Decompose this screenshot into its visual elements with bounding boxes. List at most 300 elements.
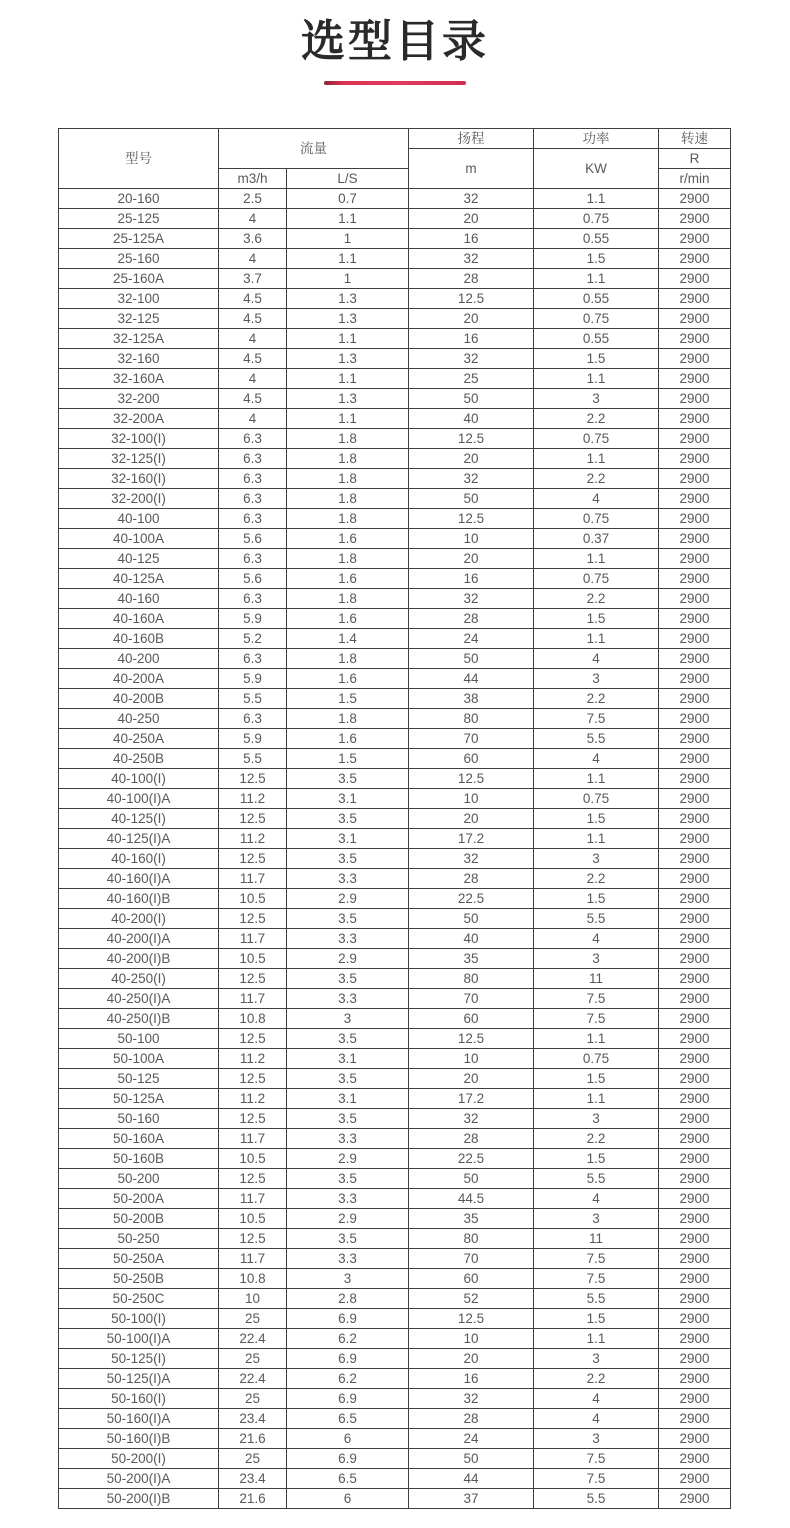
cell-flow-ls: 3.1	[287, 829, 409, 849]
cell-head-m: 20	[409, 309, 534, 329]
table-row	[59, 1169, 731, 1189]
table-row	[59, 1069, 731, 1089]
cell-flow-m3h: 6.3	[219, 449, 287, 469]
cell-model: 40-160	[59, 589, 219, 609]
header-flow-m3h: m3/h	[219, 169, 287, 189]
cell-power-kw: 3	[534, 949, 659, 969]
cell-power-kw: 1.5	[534, 1149, 659, 1169]
cell-flow-m3h: 5.9	[219, 609, 287, 629]
cell-power-kw: 2.2	[534, 469, 659, 489]
cell-model: 50-160A	[59, 1129, 219, 1149]
cell-power-kw: 3	[534, 1349, 659, 1369]
table-row	[59, 809, 731, 829]
cell-power-kw: 4	[534, 1189, 659, 1209]
cell-speed-rmin: 2900	[659, 809, 731, 829]
cell-speed-rmin: 2900	[659, 409, 731, 429]
cell-head-m: 28	[409, 269, 534, 289]
table-row	[59, 1109, 731, 1129]
table-row	[59, 849, 731, 869]
cell-power-kw: 0.75	[534, 1049, 659, 1069]
cell-head-m: 20	[409, 1069, 534, 1089]
cell-model: 50-250	[59, 1229, 219, 1249]
cell-flow-m3h: 21.6	[219, 1429, 287, 1449]
cell-head-m: 17.2	[409, 1089, 534, 1109]
cell-power-kw: 7.5	[534, 1269, 659, 1289]
cell-flow-ls: 6.9	[287, 1349, 409, 1369]
cell-model: 50-100A	[59, 1049, 219, 1069]
header-speed-rmin: r/min	[659, 169, 731, 189]
cell-head-m: 28	[409, 1129, 534, 1149]
cell-speed-rmin: 2900	[659, 569, 731, 589]
cell-flow-m3h: 11.7	[219, 869, 287, 889]
table-row	[59, 1349, 731, 1369]
cell-power-kw: 3	[534, 1109, 659, 1129]
cell-power-kw: 3	[534, 669, 659, 689]
table-row	[59, 309, 731, 329]
cell-flow-m3h: 10.5	[219, 1209, 287, 1229]
cell-head-m: 32	[409, 849, 534, 869]
cell-model: 40-100A	[59, 529, 219, 549]
cell-speed-rmin: 2900	[659, 889, 731, 909]
cell-flow-m3h: 6.3	[219, 509, 287, 529]
cell-flow-m3h: 4.5	[219, 349, 287, 369]
cell-head-m: 32	[409, 1389, 534, 1409]
cell-flow-m3h: 11.2	[219, 1089, 287, 1109]
cell-model: 40-250B	[59, 749, 219, 769]
cell-power-kw: 2.2	[534, 689, 659, 709]
cell-flow-m3h: 5.2	[219, 629, 287, 649]
cell-flow-ls: 1.8	[287, 489, 409, 509]
table-row	[59, 409, 731, 429]
table-row	[59, 1429, 731, 1449]
table-row	[59, 449, 731, 469]
cell-speed-rmin: 2900	[659, 1369, 731, 1389]
table-row	[59, 1029, 731, 1049]
cell-flow-ls: 1.4	[287, 629, 409, 649]
cell-head-m: 50	[409, 389, 534, 409]
cell-head-m: 20	[409, 809, 534, 829]
table-row	[59, 1089, 731, 1109]
cell-head-m: 44.5	[409, 1189, 534, 1209]
cell-flow-ls: 6.9	[287, 1309, 409, 1329]
table-row	[59, 1389, 731, 1409]
cell-head-m: 80	[409, 709, 534, 729]
cell-flow-m3h: 10.8	[219, 1269, 287, 1289]
cell-power-kw: 1.5	[534, 809, 659, 829]
cell-speed-rmin: 2900	[659, 229, 731, 249]
cell-model: 25-125	[59, 209, 219, 229]
cell-flow-m3h: 4	[219, 329, 287, 349]
cell-speed-rmin: 2900	[659, 509, 731, 529]
cell-speed-rmin: 2900	[659, 549, 731, 569]
cell-flow-m3h: 11.2	[219, 829, 287, 849]
cell-flow-ls: 1.1	[287, 369, 409, 389]
cell-model: 50-125A	[59, 1089, 219, 1109]
table-row	[59, 869, 731, 889]
cell-power-kw: 4	[534, 749, 659, 769]
cell-power-kw: 2.2	[534, 869, 659, 889]
cell-model: 50-200(I)B	[59, 1489, 219, 1509]
cell-flow-m3h: 5.9	[219, 729, 287, 749]
cell-flow-m3h: 6.3	[219, 469, 287, 489]
cell-flow-m3h: 10.5	[219, 949, 287, 969]
cell-speed-rmin: 2900	[659, 1229, 731, 1249]
cell-head-m: 20	[409, 549, 534, 569]
cell-model: 40-250	[59, 709, 219, 729]
cell-flow-ls: 3.1	[287, 1049, 409, 1069]
cell-flow-ls: 6.5	[287, 1469, 409, 1489]
cell-head-m: 20	[409, 1349, 534, 1369]
cell-head-m: 12.5	[409, 509, 534, 529]
cell-flow-ls: 2.9	[287, 1149, 409, 1169]
cell-flow-ls: 1.8	[287, 469, 409, 489]
cell-power-kw: 0.75	[534, 789, 659, 809]
table-row	[59, 1449, 731, 1469]
cell-model: 40-200B	[59, 689, 219, 709]
cell-flow-m3h: 11.2	[219, 1049, 287, 1069]
cell-power-kw: 0.37	[534, 529, 659, 549]
table-row	[59, 509, 731, 529]
cell-flow-ls: 1.8	[287, 549, 409, 569]
cell-flow-ls: 1.3	[287, 389, 409, 409]
cell-model: 50-200(I)	[59, 1449, 219, 1469]
header-power-unit: KW	[534, 149, 659, 189]
cell-flow-ls: 1.3	[287, 349, 409, 369]
cell-flow-ls: 6	[287, 1489, 409, 1509]
cell-model: 50-200	[59, 1169, 219, 1189]
cell-flow-ls: 3.3	[287, 1129, 409, 1149]
cell-flow-ls: 6	[287, 1429, 409, 1449]
table-row	[59, 289, 731, 309]
table-row	[59, 329, 731, 349]
cell-speed-rmin: 2900	[659, 1389, 731, 1409]
cell-model: 50-160(I)B	[59, 1429, 219, 1449]
cell-power-kw: 1.1	[534, 829, 659, 849]
cell-head-m: 24	[409, 1429, 534, 1449]
cell-flow-m3h: 5.9	[219, 669, 287, 689]
cell-head-m: 40	[409, 409, 534, 429]
cell-speed-rmin: 2900	[659, 1029, 731, 1049]
cell-flow-m3h: 10	[219, 1289, 287, 1309]
cell-flow-m3h: 10.5	[219, 889, 287, 909]
table-row	[59, 1189, 731, 1209]
cell-power-kw: 5.5	[534, 1489, 659, 1509]
cell-head-m: 37	[409, 1489, 534, 1509]
cell-power-kw: 1.1	[534, 549, 659, 569]
header-speed-r: R	[659, 149, 731, 169]
cell-head-m: 20	[409, 209, 534, 229]
table-row	[59, 429, 731, 449]
table-row	[59, 229, 731, 249]
cell-flow-m3h: 12.5	[219, 1169, 287, 1189]
table-row	[59, 769, 731, 789]
cell-model: 32-160(I)	[59, 469, 219, 489]
cell-flow-m3h: 6.3	[219, 489, 287, 509]
cell-flow-m3h: 12.5	[219, 969, 287, 989]
cell-speed-rmin: 2900	[659, 1089, 731, 1109]
cell-flow-ls: 1.8	[287, 589, 409, 609]
cell-flow-ls: 3	[287, 1269, 409, 1289]
cell-speed-rmin: 2900	[659, 969, 731, 989]
cell-speed-rmin: 2900	[659, 429, 731, 449]
cell-flow-ls: 1.3	[287, 289, 409, 309]
cell-flow-ls: 1.8	[287, 449, 409, 469]
cell-head-m: 25	[409, 369, 534, 389]
cell-speed-rmin: 2900	[659, 329, 731, 349]
cell-speed-rmin: 2900	[659, 189, 731, 209]
header-head: 扬程	[409, 129, 534, 149]
cell-flow-ls: 1.8	[287, 509, 409, 529]
cell-speed-rmin: 2900	[659, 1269, 731, 1289]
cell-head-m: 38	[409, 689, 534, 709]
cell-head-m: 80	[409, 969, 534, 989]
cell-head-m: 22.5	[409, 1149, 534, 1169]
cell-flow-m3h: 4.5	[219, 309, 287, 329]
cell-power-kw: 1.5	[534, 609, 659, 629]
cell-power-kw: 11	[534, 969, 659, 989]
cell-flow-m3h: 11.7	[219, 989, 287, 1009]
cell-speed-rmin: 2900	[659, 529, 731, 549]
cell-flow-ls: 0.7	[287, 189, 409, 209]
cell-flow-m3h: 2.5	[219, 189, 287, 209]
cell-head-m: 16	[409, 229, 534, 249]
cell-model: 40-250A	[59, 729, 219, 749]
table-row	[59, 189, 731, 209]
cell-model: 50-160(I)	[59, 1389, 219, 1409]
cell-power-kw: 3	[534, 849, 659, 869]
catalog-table-body	[59, 189, 731, 1509]
cell-power-kw: 3	[534, 1209, 659, 1229]
cell-model: 40-100	[59, 509, 219, 529]
cell-model: 50-125	[59, 1069, 219, 1089]
table-row	[59, 1369, 731, 1389]
cell-flow-m3h: 3.7	[219, 269, 287, 289]
cell-flow-ls: 3.3	[287, 929, 409, 949]
cell-flow-ls: 6.2	[287, 1369, 409, 1389]
table-row	[59, 1489, 731, 1509]
cell-speed-rmin: 2900	[659, 649, 731, 669]
cell-model: 50-200A	[59, 1189, 219, 1209]
table-row	[59, 629, 731, 649]
cell-head-m: 12.5	[409, 289, 534, 309]
cell-power-kw: 7.5	[534, 1449, 659, 1469]
cell-model: 50-160	[59, 1109, 219, 1129]
cell-head-m: 12.5	[409, 429, 534, 449]
cell-speed-rmin: 2900	[659, 849, 731, 869]
table-row	[59, 1129, 731, 1149]
cell-speed-rmin: 2900	[659, 249, 731, 269]
cell-power-kw: 7.5	[534, 1469, 659, 1489]
cell-head-m: 80	[409, 1229, 534, 1249]
cell-flow-m3h: 12.5	[219, 1069, 287, 1089]
cell-power-kw: 1.5	[534, 889, 659, 909]
cell-head-m: 50	[409, 909, 534, 929]
cell-speed-rmin: 2900	[659, 1049, 731, 1069]
cell-flow-ls: 3.3	[287, 989, 409, 1009]
cell-model: 25-160A	[59, 269, 219, 289]
cell-flow-m3h: 12.5	[219, 1109, 287, 1129]
cell-power-kw: 0.55	[534, 229, 659, 249]
cell-flow-m3h: 12.5	[219, 1029, 287, 1049]
cell-head-m: 12.5	[409, 1029, 534, 1049]
cell-head-m: 32	[409, 349, 534, 369]
cell-head-m: 24	[409, 629, 534, 649]
cell-flow-m3h: 22.4	[219, 1329, 287, 1349]
cell-power-kw: 0.55	[534, 329, 659, 349]
cell-speed-rmin: 2900	[659, 309, 731, 329]
table-row	[59, 1289, 731, 1309]
cell-flow-ls: 1.1	[287, 409, 409, 429]
table-row	[59, 889, 731, 909]
cell-model: 32-125A	[59, 329, 219, 349]
cell-power-kw: 2.2	[534, 1129, 659, 1149]
cell-flow-ls: 1.8	[287, 709, 409, 729]
cell-head-m: 70	[409, 989, 534, 1009]
cell-head-m: 32	[409, 469, 534, 489]
cell-flow-ls: 1.5	[287, 749, 409, 769]
table-row	[59, 689, 731, 709]
cell-speed-rmin: 2900	[659, 929, 731, 949]
cell-flow-m3h: 25	[219, 1309, 287, 1329]
cell-flow-ls: 2.8	[287, 1289, 409, 1309]
table-row	[59, 609, 731, 629]
page-title: 选型目录	[301, 17, 489, 66]
cell-speed-rmin: 2900	[659, 629, 731, 649]
cell-speed-rmin: 2900	[659, 1249, 731, 1269]
cell-power-kw: 1.1	[534, 1029, 659, 1049]
cell-flow-m3h: 12.5	[219, 909, 287, 929]
cell-flow-ls: 1.1	[287, 209, 409, 229]
cell-model: 40-250(I)A	[59, 989, 219, 1009]
cell-flow-ls: 3.5	[287, 909, 409, 929]
cell-model: 32-100	[59, 289, 219, 309]
cell-flow-m3h: 12.5	[219, 849, 287, 869]
cell-head-m: 50	[409, 489, 534, 509]
cell-flow-m3h: 25	[219, 1389, 287, 1409]
cell-power-kw: 4	[534, 1389, 659, 1409]
cell-flow-ls: 3.1	[287, 1089, 409, 1109]
cell-model: 50-250C	[59, 1289, 219, 1309]
cell-speed-rmin: 2900	[659, 1189, 731, 1209]
cell-head-m: 20	[409, 449, 534, 469]
cell-model: 40-100(I)A	[59, 789, 219, 809]
table-row	[59, 589, 731, 609]
cell-flow-ls: 3.3	[287, 869, 409, 889]
cell-flow-ls: 6.9	[287, 1389, 409, 1409]
cell-flow-ls: 1.3	[287, 309, 409, 329]
cell-model: 32-125	[59, 309, 219, 329]
table-row	[59, 569, 731, 589]
cell-flow-m3h: 4	[219, 369, 287, 389]
cell-head-m: 40	[409, 929, 534, 949]
table-row	[59, 909, 731, 929]
cell-flow-m3h: 6.3	[219, 429, 287, 449]
cell-flow-ls: 3.5	[287, 1229, 409, 1249]
cell-head-m: 16	[409, 1369, 534, 1389]
cell-power-kw: 0.55	[534, 289, 659, 309]
cell-flow-m3h: 10.8	[219, 1009, 287, 1029]
table-row	[59, 789, 731, 809]
cell-power-kw: 0.75	[534, 429, 659, 449]
cell-speed-rmin: 2900	[659, 749, 731, 769]
cell-power-kw: 4	[534, 1409, 659, 1429]
cell-flow-m3h: 5.5	[219, 689, 287, 709]
cell-flow-m3h: 11.7	[219, 1129, 287, 1149]
cell-power-kw: 0.75	[534, 509, 659, 529]
cell-speed-rmin: 2900	[659, 1169, 731, 1189]
cell-model: 32-200(I)	[59, 489, 219, 509]
table-row	[59, 709, 731, 729]
cell-flow-ls: 3.5	[287, 969, 409, 989]
cell-model: 50-100(I)A	[59, 1329, 219, 1349]
cell-flow-ls: 1.6	[287, 669, 409, 689]
cell-power-kw: 1.1	[534, 449, 659, 469]
cell-model: 40-200(I)B	[59, 949, 219, 969]
cell-flow-ls: 3.3	[287, 1249, 409, 1269]
cell-model: 32-200A	[59, 409, 219, 429]
cell-model: 40-160(I)A	[59, 869, 219, 889]
cell-speed-rmin: 2900	[659, 1009, 731, 1029]
cell-head-m: 10	[409, 1049, 534, 1069]
cell-model: 40-250(I)	[59, 969, 219, 989]
table-row	[59, 929, 731, 949]
cell-flow-ls: 1.1	[287, 249, 409, 269]
cell-speed-rmin: 2900	[659, 289, 731, 309]
cell-flow-ls: 1	[287, 269, 409, 289]
cell-flow-ls: 3	[287, 1009, 409, 1029]
cell-speed-rmin: 2900	[659, 1349, 731, 1369]
cell-head-m: 12.5	[409, 1309, 534, 1329]
cell-flow-m3h: 10.5	[219, 1149, 287, 1169]
cell-flow-ls: 3.5	[287, 809, 409, 829]
cell-model: 32-200	[59, 389, 219, 409]
cell-flow-ls: 3.5	[287, 1169, 409, 1189]
table-row	[59, 649, 731, 669]
cell-model: 40-200(I)	[59, 909, 219, 929]
cell-model: 40-125A	[59, 569, 219, 589]
cell-head-m: 70	[409, 1249, 534, 1269]
cell-model: 50-125(I)A	[59, 1369, 219, 1389]
cell-flow-m3h: 12.5	[219, 1229, 287, 1249]
cell-model: 50-160(I)A	[59, 1409, 219, 1429]
cell-flow-m3h: 5.6	[219, 569, 287, 589]
cell-model: 50-200(I)A	[59, 1469, 219, 1489]
cell-power-kw: 4	[534, 929, 659, 949]
cell-flow-ls: 1.6	[287, 729, 409, 749]
cell-power-kw: 1.1	[534, 369, 659, 389]
cell-speed-rmin: 2900	[659, 349, 731, 369]
cell-power-kw: 1.1	[534, 1329, 659, 1349]
cell-model: 25-160	[59, 249, 219, 269]
cell-speed-rmin: 2900	[659, 609, 731, 629]
table-row	[59, 549, 731, 569]
cell-model: 40-100(I)	[59, 769, 219, 789]
cell-head-m: 52	[409, 1289, 534, 1309]
table-row	[59, 489, 731, 509]
cell-model: 40-200	[59, 649, 219, 669]
cell-model: 50-200B	[59, 1209, 219, 1229]
cell-power-kw: 3	[534, 1429, 659, 1449]
table-row	[59, 669, 731, 689]
cell-flow-m3h: 25	[219, 1349, 287, 1369]
cell-speed-rmin: 2900	[659, 1309, 731, 1329]
cell-power-kw: 1.5	[534, 349, 659, 369]
cell-flow-m3h: 3.6	[219, 229, 287, 249]
table-row	[59, 949, 731, 969]
cell-speed-rmin: 2900	[659, 389, 731, 409]
cell-head-m: 44	[409, 1469, 534, 1489]
cell-model: 32-160	[59, 349, 219, 369]
